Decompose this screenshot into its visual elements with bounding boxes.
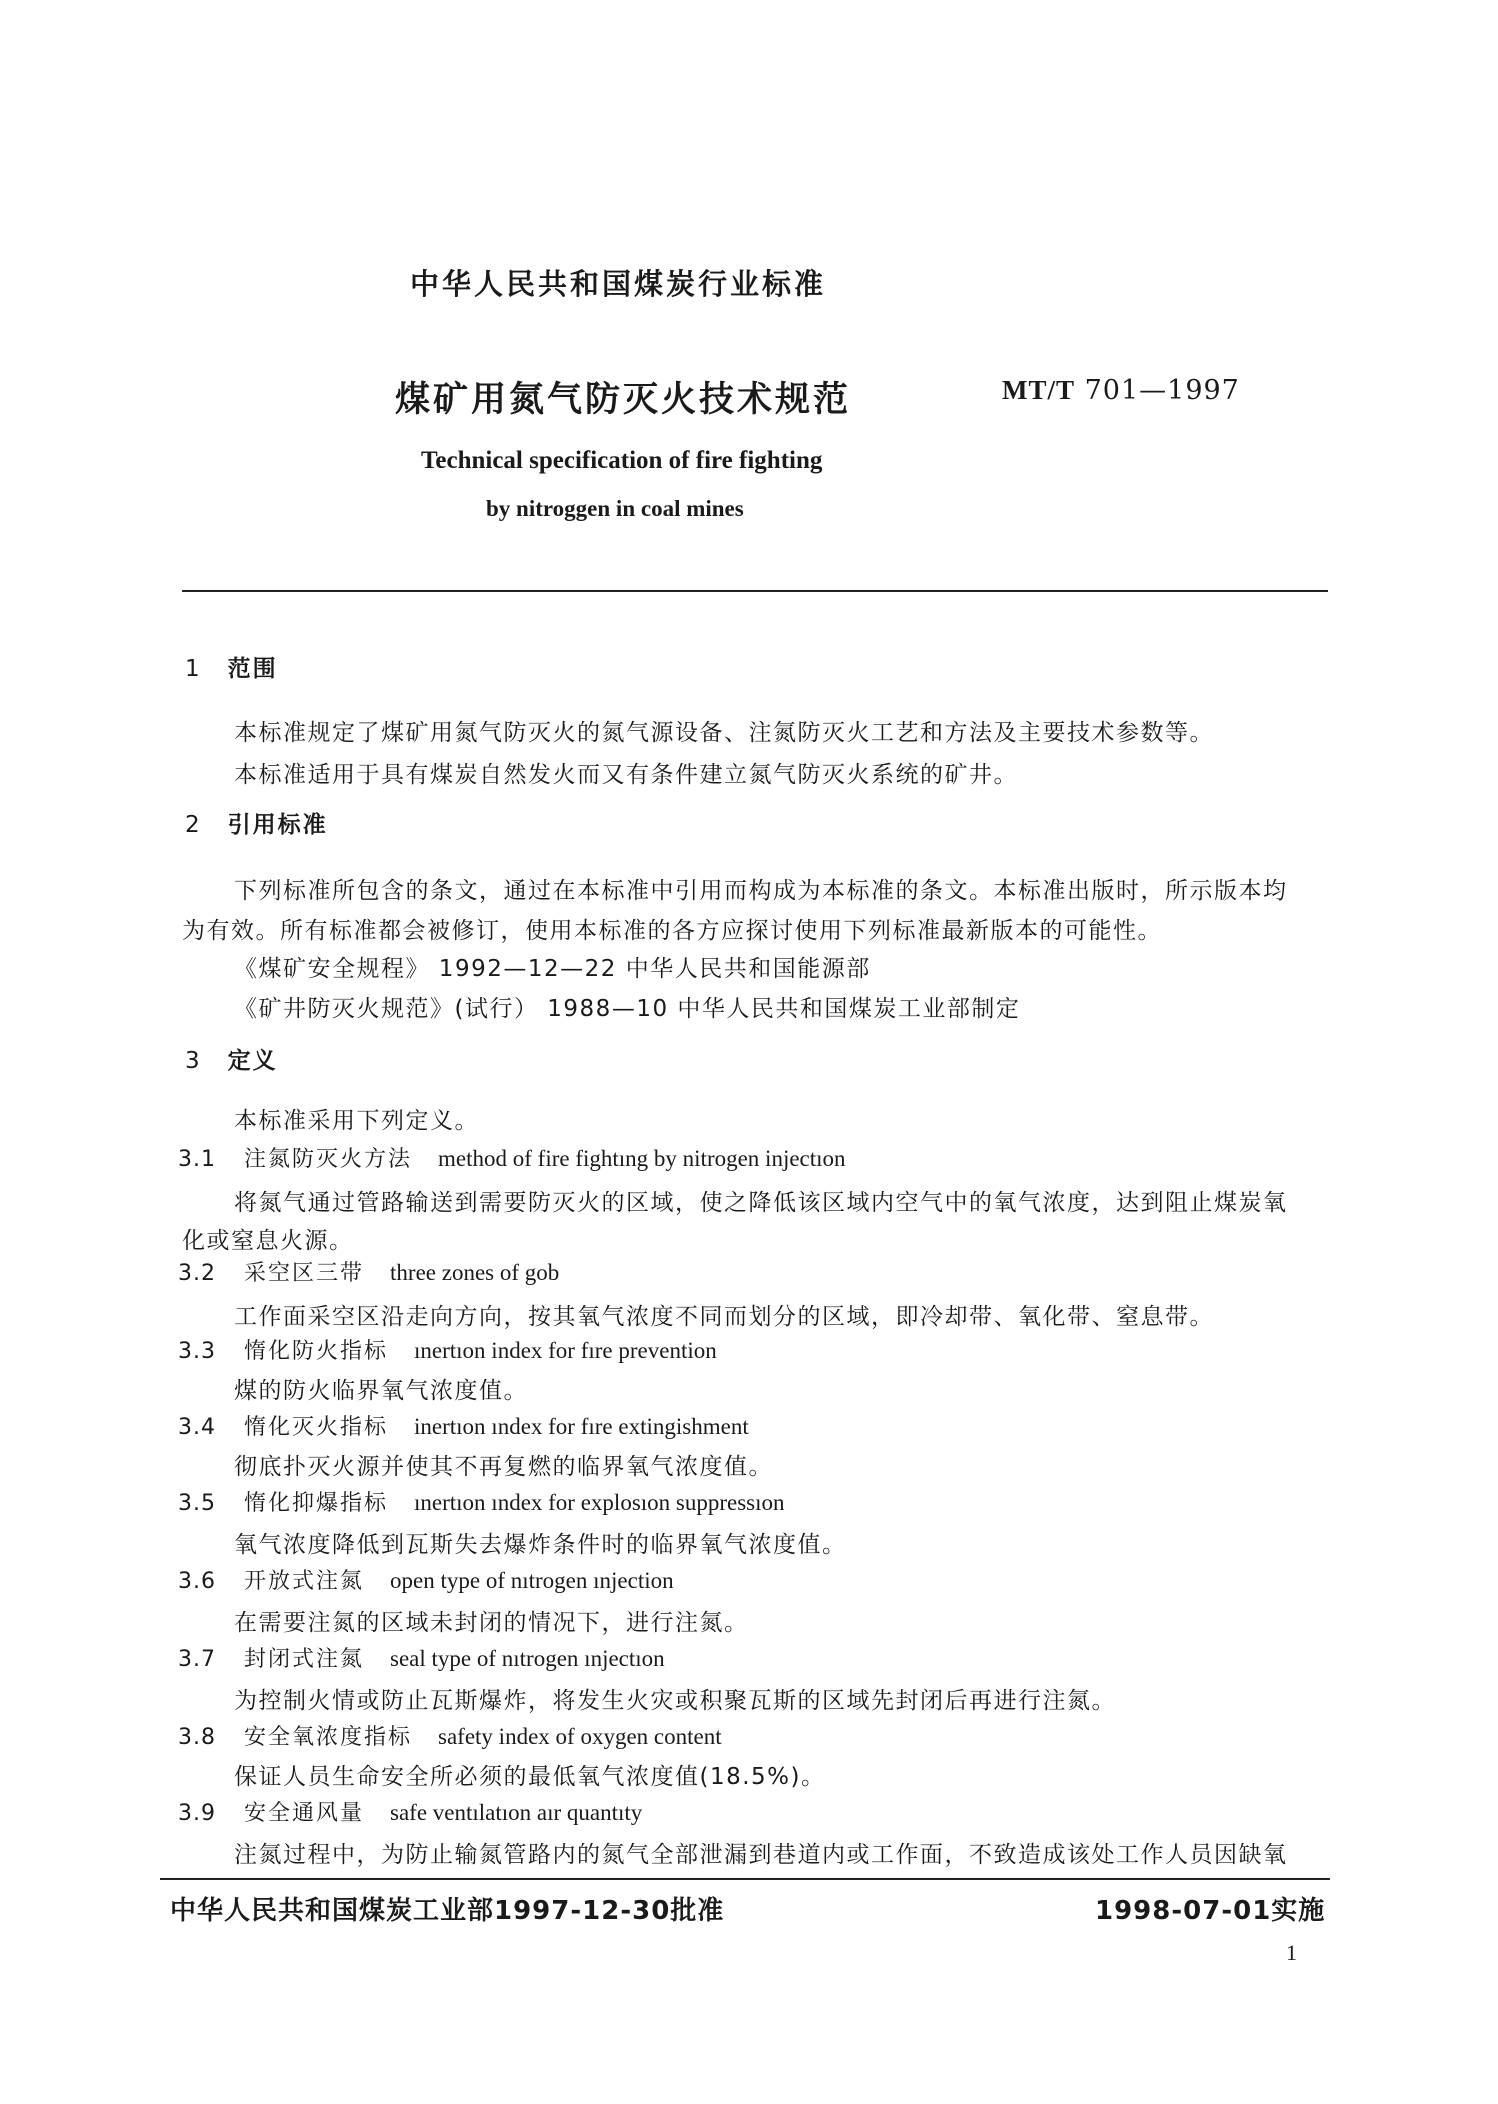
- section-1-heading: [185, 650, 278, 683]
- section-2-paragraph-line-1: 下列标准所包含的条文，通过在本标准中引用而构成为本标准的条文。本标准出版时，所示版本均: [234, 878, 1288, 904]
- definition-3-6-text: 在需要注氮的区域未封闭的情况下，进行注氮。: [234, 1610, 749, 1636]
- header-divider: [182, 590, 1328, 592]
- section-1-number: 1: [185, 656, 202, 682]
- definition-3-4-heading: 3.4 惰化灭火指标 inertıon ındex for fıre extingishment: [178, 1414, 749, 1440]
- definition-term-en: safe ventılatıon aır quantıty: [390, 1800, 643, 1825]
- approval-statement: 中华人民共和国煤炭工业部1997-12-30批准: [170, 1896, 725, 1926]
- definition-3-9-text: 注氮过程中，为防止输氮管路内的氮气全部泄漏到巷道内或工作面，不致造成该处工作人员因缺氧: [234, 1842, 1288, 1868]
- footer-divider: [160, 1878, 1330, 1880]
- definition-term-en: ınertıon ındex for explosıon suppressıon: [414, 1490, 785, 1515]
- definition-3-7-heading: 3.7 封闭式注氮 seal type of nıtrogen ınjectıon: [178, 1646, 665, 1672]
- section-2-number: 2: [185, 812, 202, 838]
- section-3-title: 定义: [227, 1048, 278, 1074]
- definition-3-5-heading: 3.5 惰化抑爆指标 ınertıon ındex for explosıon suppressıon: [178, 1490, 785, 1516]
- definition-3-1-text-line-1: 将氮气通过管路输送到需要防灭火的区域，使之降低该区域内空气中的氧气浓度，达到阻止煤炭氧: [234, 1190, 1288, 1216]
- section-1-title: 范围: [227, 656, 278, 682]
- definition-term: 开放式注氮: [244, 1569, 365, 1594]
- definition-term: 惰化抑爆指标: [244, 1491, 389, 1516]
- definition-term-en: seal type of nıtrogen ınjectıon: [390, 1646, 665, 1671]
- definition-3-7-text: 为控制火情或防止瓦斯爆炸，将发生火灾或积聚瓦斯的区域先封闭后再进行注氮。: [234, 1688, 1116, 1714]
- english-title-line-1: Technical specification of fire fighting: [421, 447, 823, 474]
- standard-code-prefix: MT/T: [1002, 375, 1076, 405]
- section-3-heading: [185, 1042, 278, 1075]
- definition-3-2-heading: 3.2 采空区三带 three zones of gob: [178, 1260, 560, 1286]
- definition-term: 封闭式注氮: [244, 1647, 365, 1672]
- definition-term: 安全氧浓度指标: [244, 1725, 413, 1750]
- definition-3-8-text: 保证人员生命安全所必须的最低氧气浓度值(18.5%)。: [234, 1764, 826, 1790]
- definition-3-8-heading: 3.8 安全氧浓度指标 safety index of oxygen content: [178, 1724, 722, 1750]
- page-number: 1: [1286, 1940, 1297, 1965]
- definition-term: 采空区三带: [244, 1261, 365, 1286]
- definition-3-3-heading: 3.3 惰化防火指标 ınertıon index for fıre prevention: [178, 1338, 717, 1364]
- definition-3-1-text-line-2: 化或窒息火源。: [182, 1228, 354, 1254]
- section-3-number: 3: [185, 1048, 202, 1074]
- section-2-heading: [185, 806, 328, 839]
- section-1-paragraph-2: 本标准适用于具有煤炭自然发火而又有条件建立氮气防灭火系统的矿井。: [234, 762, 1018, 788]
- reference-2: 《矿井防灭火规范》(试行） 1988—10 中华人民共和国煤炭工业部制定: [234, 996, 1021, 1022]
- standard-code: [1002, 375, 1240, 406]
- definition-term: 安全通风量: [244, 1801, 365, 1826]
- definition-term-en: method of fire fightıng by nitrogen injectıon: [438, 1146, 846, 1171]
- definition-term-en: safety index of oxygen content: [438, 1724, 722, 1749]
- issuing-body-heading: 中华人民共和国煤炭行业标准: [410, 267, 827, 301]
- definition-term: 惰化防火指标: [244, 1339, 389, 1364]
- definition-term-en: open type of nıtrogen ınjection: [390, 1568, 674, 1593]
- definition-3-1-heading: 3.1 注氮防灭火方法 method of fire fightıng by nitrogen injectıon: [178, 1146, 846, 1172]
- section-1-paragraph-1: 本标准规定了煤矿用氮气防灭火的氮气源设备、注氮防灭火工艺和方法及主要技术参数等。: [234, 720, 1214, 746]
- effective-date: 1998-07-01实施: [1095, 1896, 1326, 1926]
- standard-title: 煤矿用氮气防灭火技术规范: [395, 380, 852, 420]
- definition-3-3-text: 煤的防火临界氧气浓度值。: [234, 1378, 528, 1404]
- standard-code-number: 701—1997: [1084, 375, 1240, 406]
- english-title-line-2: by nitroggen in coal mines: [486, 496, 744, 521]
- section-3-intro: 本标准采用下列定义。: [234, 1108, 479, 1134]
- definition-3-9-heading: 3.9 安全通风量 safe ventılatıon aır quantıty: [178, 1800, 643, 1826]
- definition-3-2-text: 工作面采空区沿走向方向，按其氧气浓度不同而划分的区域，即冷却带、氧化带、窒息带。: [234, 1304, 1214, 1330]
- definition-3-6-heading: 3.6 开放式注氮 open type of nıtrogen ınjection: [178, 1568, 674, 1594]
- definition-term: 注氮防灭火方法: [244, 1147, 413, 1172]
- definition-3-5-text: 氧气浓度降低到瓦斯失去爆炸条件时的临界氧气浓度值。: [234, 1532, 847, 1558]
- definition-3-4-text: 彻底扑灭火源并使其不再复燃的临界氧气浓度值。: [234, 1454, 773, 1480]
- section-2-title: 引用标准: [227, 812, 328, 838]
- definition-term-en: three zones of gob: [390, 1260, 560, 1285]
- definition-term: 惰化灭火指标: [244, 1415, 389, 1440]
- section-2-paragraph-line-2: 为有效。所有标准都会被修订，使用本标准的各方应探讨使用下列标准最新版本的可能性。: [182, 918, 1162, 944]
- reference-1: 《煤矿安全规程》 1992—12—22 中华人民共和国能源部: [234, 956, 871, 982]
- definition-term-en: inertıon ındex for fıre extingishment: [414, 1414, 749, 1439]
- definition-term-en: ınertıon index for fıre prevention: [414, 1338, 717, 1363]
